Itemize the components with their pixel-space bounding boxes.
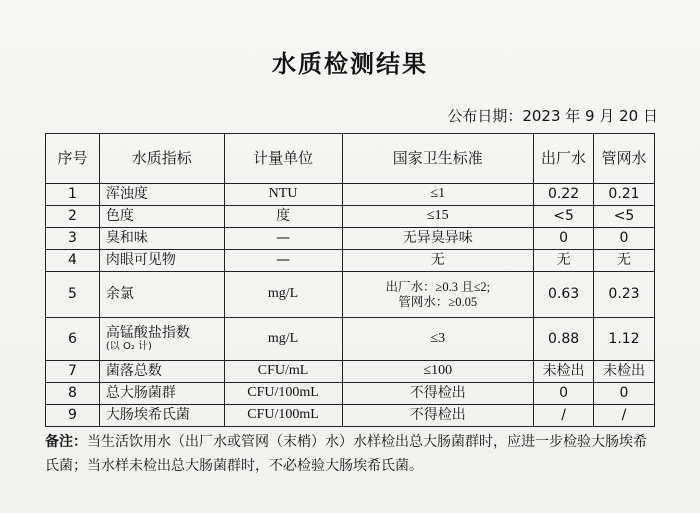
header-unit: 计量单位 [224,134,342,184]
row-indicator: 色度 [99,206,224,228]
row-unit: CFU/100mL [224,383,342,405]
row-no: 8 [46,383,100,405]
row-no: 1 [46,184,100,206]
row-no: 9 [46,405,100,427]
header-network-water: 管网水 [594,134,655,184]
table-row [46,250,655,272]
row-no: 3 [46,228,100,250]
row-network-value: 0 [594,228,655,250]
row-unit: — [224,228,342,250]
row-indicator: 菌落总数 [99,361,224,383]
publish-date: 公布日期：2023 年 9 月 20 日 [447,107,658,125]
row-network-value: / [594,405,655,427]
table-row [46,405,655,427]
water-quality-table [45,133,655,427]
row-no: 6 [46,318,100,361]
row-factory-value: 无 [534,250,594,272]
row-network-value: 0.21 [594,184,655,206]
row-network-value: 未检出 [594,361,655,383]
row-factory-value: 0.63 [534,272,594,318]
row-network-value: 0.23 [594,272,655,318]
row-unit: NTU [224,184,342,206]
table-row [46,272,655,318]
document-title: 水质检测结果 [272,50,428,78]
row-indicator: 余氯 [99,272,224,318]
header-standard: 国家卫生标准 [342,134,534,184]
footnote-text: 当生活饮用水（出厂水或管网（末梢）水）水样检出总大肠菌群时，应进一步检验大肠埃希氏菌；当水样未检出总大肠菌群时，不必检验大肠埃希氏菌。 [45,434,647,474]
row-network-value: 1.12 [594,318,655,361]
header-factory-water: 出厂水 [534,134,594,184]
row-no: 5 [46,272,100,318]
row-network-value: 0 [594,383,655,405]
row-no: 7 [46,361,100,383]
row-unit: — [224,250,342,272]
row-network-value: <5 [594,206,655,228]
row-standard: 不得检出 [342,383,534,405]
row-unit: 度 [224,206,342,228]
row-indicator: 大肠埃希氏菌 [99,405,224,427]
row-standard: ≤3 [342,318,534,361]
indicator-note: (以 O₂ 计) [105,341,152,353]
row-unit: mg/L [224,272,342,318]
footnote [45,430,660,478]
row-standard [342,272,534,318]
row-factory-value: / [534,405,594,427]
row-unit: CFU/mL [224,361,342,383]
header-indicator: 水质指标 [99,134,224,184]
table-row [46,184,655,206]
standard-line-1: 出厂水：≥0.3 且≤2; [385,280,491,295]
row-no: 2 [46,206,100,228]
row-unit: CFU/100mL [224,405,342,427]
table-header-row [46,134,655,184]
row-factory-value: 未检出 [534,361,594,383]
row-indicator [99,318,224,361]
row-standard: 不得检出 [342,405,534,427]
row-factory-value: 0 [534,383,594,405]
row-indicator: 臭和味 [99,228,224,250]
table-row [46,228,655,250]
row-standard: ≤15 [342,206,534,228]
row-factory-value: <5 [534,206,594,228]
standard-line-2: 管网水：≥0.05 [398,294,478,309]
row-standard: 无异臭异味 [342,228,534,250]
indicator-name: 高锰酸盐指数 [105,325,190,342]
row-unit: mg/L [224,318,342,361]
row-factory-value: 0.88 [534,318,594,361]
table-row [46,361,655,383]
row-factory-value: 0 [534,228,594,250]
row-standard: ≤1 [342,184,534,206]
row-indicator: 浑浊度 [99,184,224,206]
row-standard: 无 [342,250,534,272]
row-indicator: 总大肠菌群 [99,383,224,405]
row-indicator: 肉眼可见物 [99,250,224,272]
row-standard: ≤100 [342,361,534,383]
table-row [46,383,655,405]
row-factory-value: 0.22 [534,184,594,206]
table-row [46,206,655,228]
header-no: 序号 [46,134,100,184]
row-network-value: 无 [594,250,655,272]
table-row [46,318,655,361]
footnote-label: 备注： [45,434,87,450]
row-no: 4 [46,250,100,272]
